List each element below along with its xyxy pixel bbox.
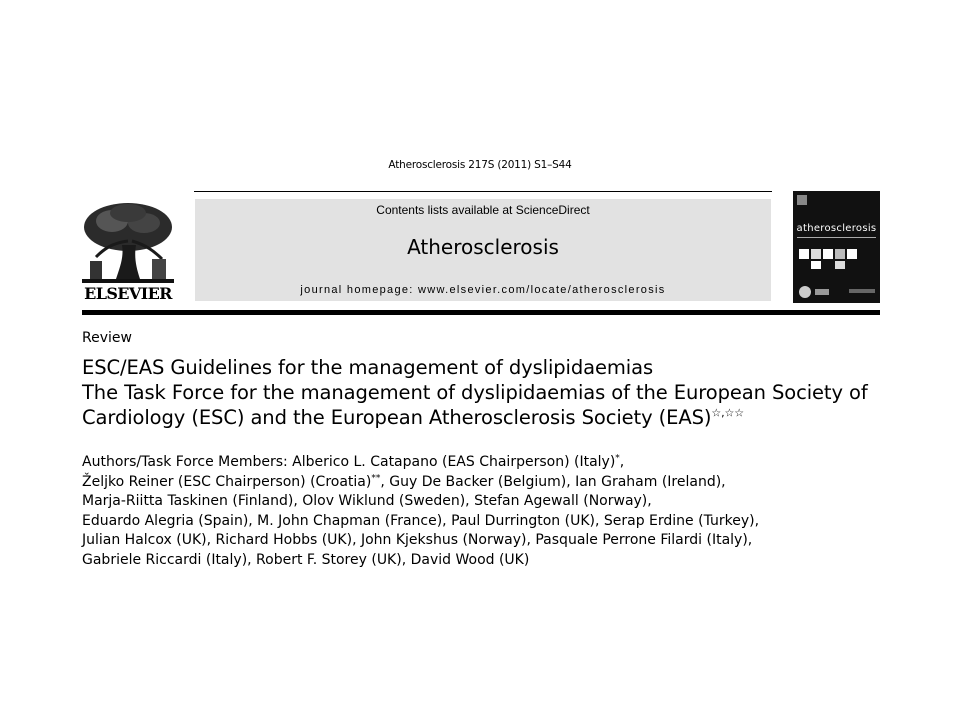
author-line-text: Authors/Task Force Members: Alberico L. Catapano (EAS Chairperson) (Italy) <box>82 454 616 470</box>
journal-info-box <box>195 199 771 301</box>
author-line: Julian Halcox (UK), Richard Hobbs (UK), John Kjekshus (Norway), Pasquale Perrone Filardi (Italy), <box>82 532 753 548</box>
author-line-tail: , Guy De Backer (Belgium), Ian Graham (Ireland), <box>380 473 726 490</box>
journal-citation: Atherosclerosis 217S (2011) S1–S44 <box>388 159 572 171</box>
cover-journal-title: atherosclerosis <box>796 223 877 234</box>
journal-homepage-link[interactable]: journal homepage: www.elsevier.com/locate/atherosclerosis <box>300 284 666 296</box>
author-line-text: Željko Reiner (ESC Chairperson) (Croatia) <box>82 473 372 490</box>
author-line: Marja-Riitta Taskinen (Finland), Olov Wiklund (Sweden), Stefan Agewall (Norway), <box>82 493 652 509</box>
elsevier-tree-icon <box>82 201 174 283</box>
author-line: Gabriele Riccardi (Italy), Robert F. Storey (UK), David Wood (UK) <box>82 551 530 568</box>
title-line: The Task Force for the management of dyslipidaemias of the European Society of <box>82 381 868 404</box>
header-top-rule <box>194 191 772 192</box>
author-line <box>82 473 882 493</box>
elsevier-logo <box>82 201 174 303</box>
journal-cover-image <box>793 191 880 303</box>
journal-title: Atherosclerosis <box>407 235 559 259</box>
author-footnote-mark[interactable]: * <box>615 453 620 464</box>
author-line-tail: , <box>619 454 625 470</box>
title-footnote-marks[interactable]: ☆,☆☆ <box>711 406 745 420</box>
title-line <box>82 405 882 430</box>
author-line: Eduardo Alegria (Spain), M. John Chapman (France), Paul Durrington (UK), Serap Erdine (Turkey), <box>82 512 760 529</box>
author-footnote-mark[interactable]: ** <box>371 472 381 483</box>
contents-availability: Contents lists available at ScienceDirect <box>376 203 590 217</box>
article-type: Review <box>82 330 132 346</box>
author-line <box>82 453 882 473</box>
title-line-text: Cardiology (ESC) and the European Atherosclerosis Society (EAS) <box>82 406 712 429</box>
cover-art-icon <box>793 191 880 303</box>
header-divider <box>82 310 880 315</box>
author-list <box>82 453 882 570</box>
article-title <box>82 355 882 430</box>
title-line: ESC/EAS Guidelines for the management of dyslipidaemias <box>82 356 654 379</box>
publisher-name: ELSEVIER <box>84 284 172 303</box>
